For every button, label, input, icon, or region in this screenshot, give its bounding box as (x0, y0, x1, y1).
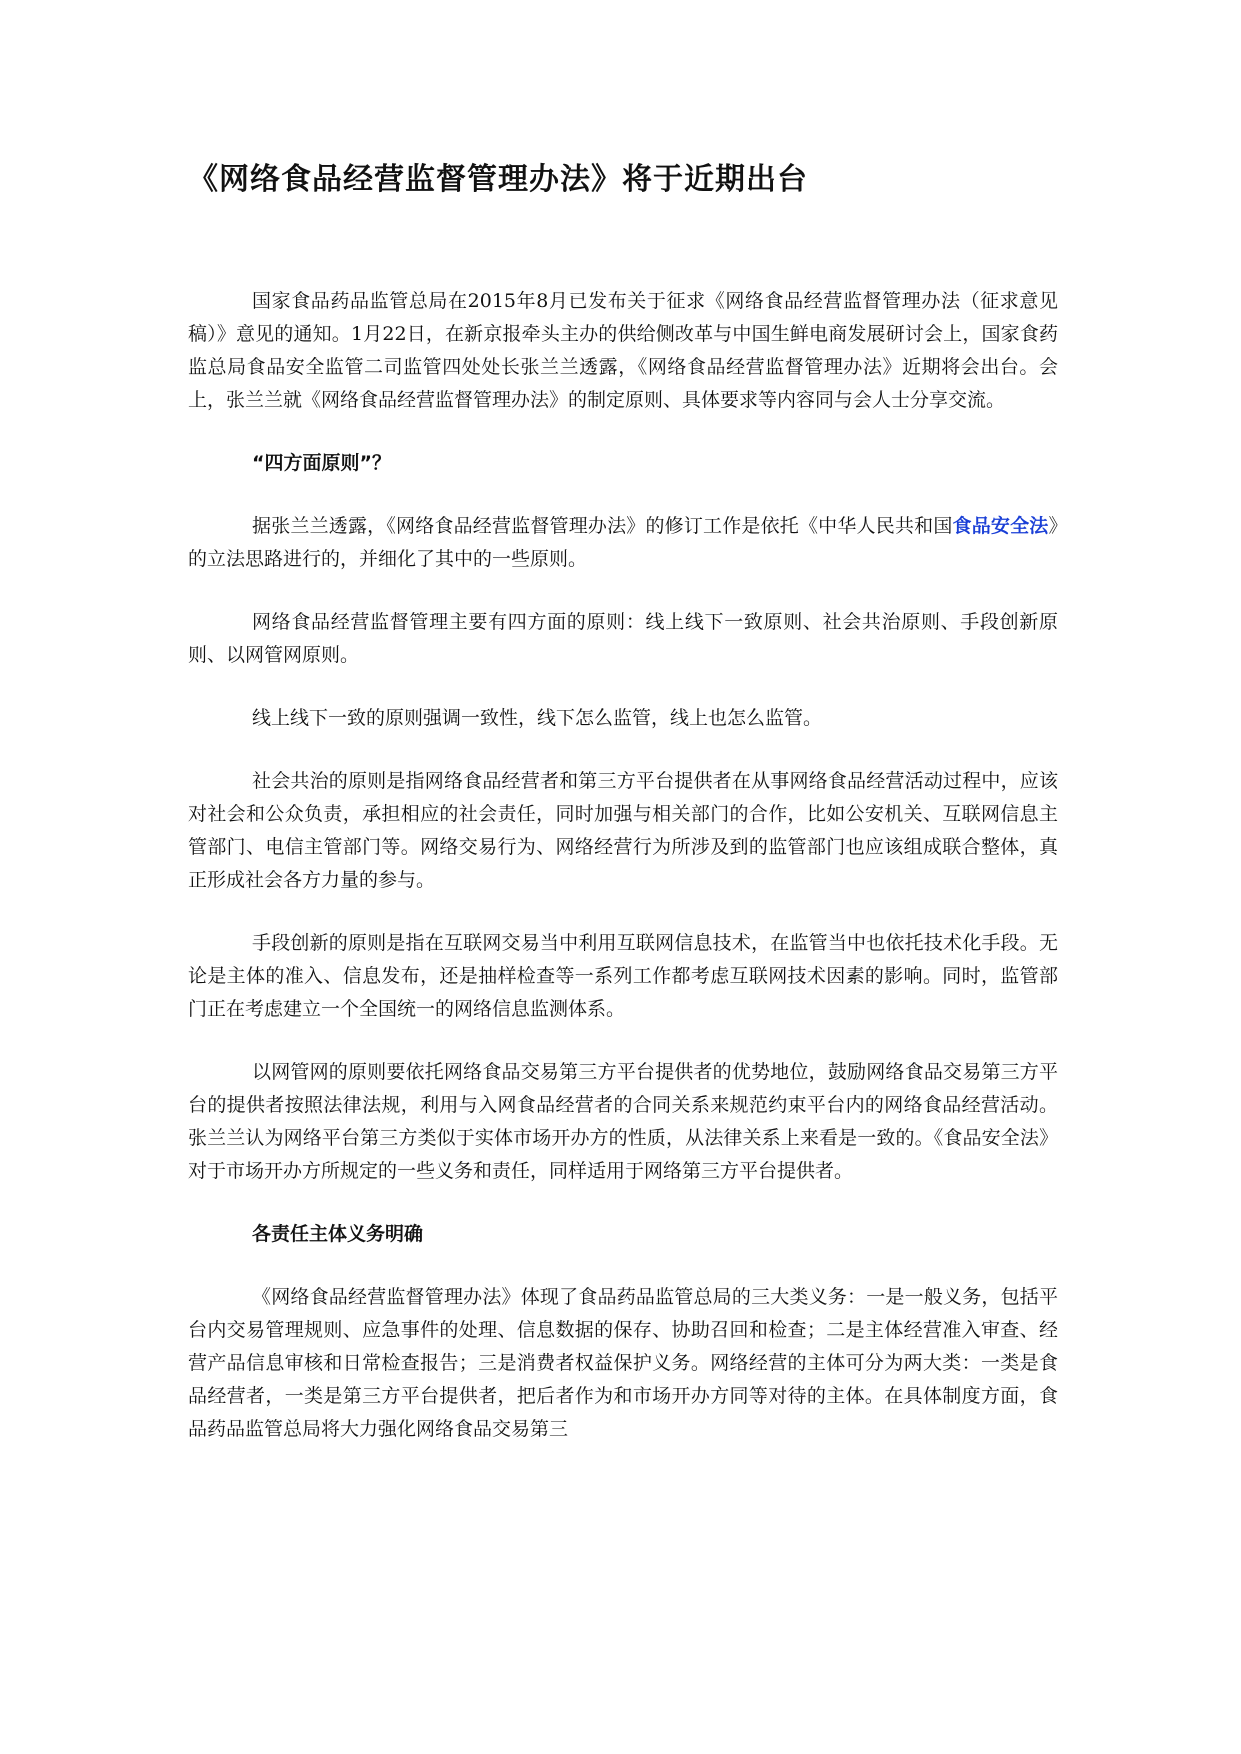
section-heading-responsibilities: 各责任主体义务明确 (252, 1223, 424, 1245)
paragraph-innovation: 手段创新的原则是指在互联网交易当中利用互联网信息技术，在监管当中也依托技术化手段。无论是主体的准入、信息发布，还是抽样检查等一系列工作都考虑互联网技术因素的影响。同时，监管部门正在考虑建立一个全国统一的网络信息监测体系。 (188, 932, 1058, 1020)
article-title: 《网络食品经营监督管理办法》将于近期出台 (188, 162, 808, 197)
paragraph-food-safety-law (188, 510, 1058, 576)
section-heading-four-principles: “四方面原则”？ (252, 452, 391, 474)
paragraph-four-principles: 网络食品经营监督管理主要有四方面的原则：线上线下一致原则、社会共治原则、手段创新原则、以网管网原则。 (188, 611, 1058, 666)
article-body (188, 285, 1058, 1476)
food-safety-law-link[interactable]: 食品安全法 (952, 515, 1049, 537)
paragraph-network-management: 以网管网的原则要依托网络食品交易第三方平台提供者的优势地位，鼓励网络食品交易第三方平台的提供者按照法律法规，利用与入网食品经营者的合同关系来规范约束平台内的网络食品经营活动。张兰兰认为网络平台第三方类似于实体市场开办方的性质，从法律关系上来看是一致的。《食品安全法》对于市场开办方所规定的一些义务和责任，同样适用于网络第三方平台提供者。 (188, 1061, 1058, 1182)
paragraph-intro: 国家食品药品监管总局在2015年8月已发布关于征求《网络食品经营监督管理办法（征求意见稿）》意见的通知。1月22日，在新京报牵头主办的供给侧改革与中国生鲜电商发展研讨会上，国家食药监总局食品安全监管二司监管四处处长张兰兰透露，《网络食品经营监督管理办法》近期将会出台。会上，张兰兰就《网络食品经营监督管理办法》的制定原则、具体要求等内容同与会人士分享交流。 (188, 290, 1058, 411)
paragraph-obligations: 《网络食品经营监督管理办法》体现了食品药品监管总局的三大类义务：一是一般义务，包括平台内交易管理规则、应急事件的处理、信息数据的保存、协助召回和检查；二是主体经营准入审查、经营产品信息审核和日常检查报告；三是消费者权益保护义务。网络经营的主体可分为两大类：一类是食品经营者，一类是第三方平台提供者，把后者作为和市场开办方同等对待的主体。在具体制度方面，食品药品监管总局将大力强化网络食品交易第三 (188, 1286, 1058, 1440)
paragraph-social-governance: 社会共治的原则是指网络食品经营者和第三方平台提供者在从事网络食品经营活动过程中，应该对社会和公众负责，承担相应的社会责任，同时加强与相关部门的合作，比如公安机关、互联网信息主管部门、电信主管部门等。网络交易行为、网络经营行为所涉及到的监管部门也应该组成联合整体，真正形成社会各方力量的参与。 (188, 770, 1058, 891)
paragraph-text-after-link: 》的立法思路进行的，并细化了其中的一些原则。 (188, 515, 1058, 570)
paragraph-text-before-link: 据张兰兰透露，《网络食品经营监督管理办法》的修订工作是依托《中华人民共和国 (252, 515, 953, 537)
paragraph-online-offline: 线上线下一致的原则强调一致性，线下怎么监管，线上也怎么监管。 (252, 707, 823, 729)
